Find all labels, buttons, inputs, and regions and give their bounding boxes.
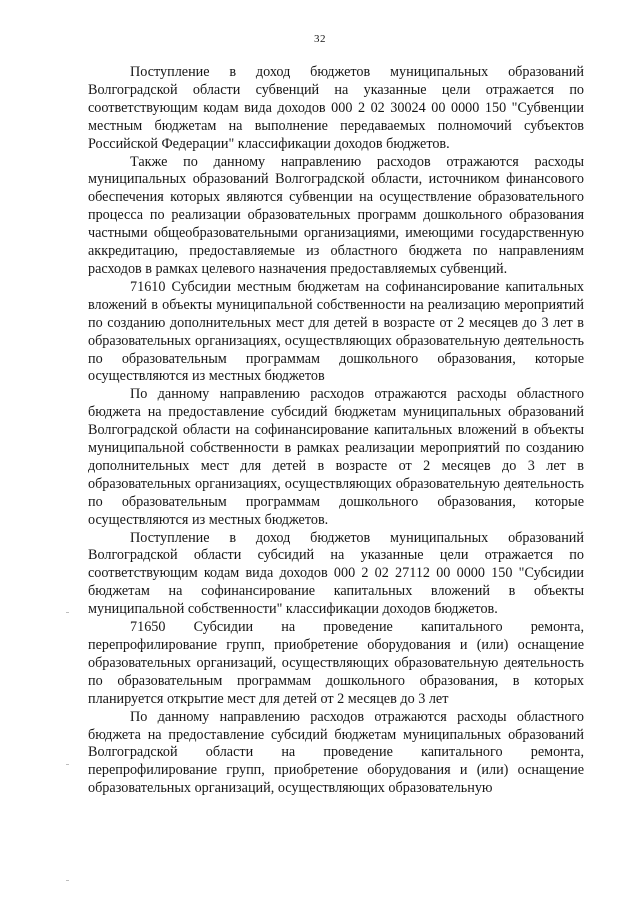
paragraph-subsidy-revenue: Поступление в доход бюджетов муниципальных образований Волгоградской области субсидий на указанные цели отражается по соответствующим кодам вида доходов 000 2 02 27112 00 0000 150 "Субсидии бюджетам на софинансирование капитальных вложений в объекты муниципальной собственности" классификации доходов бюджетов. bbox=[88, 529, 584, 618]
paragraph-71650-heading: 71650 Субсидии на проведение капитального ремонта, перепрофилирование групп, приобретение оборудования и (или) оснащение образовательных организаций, осуществляющих образовательную деятельность по образовательным программам дошкольного образования, в которых планируется открытие мест для детей от 2 месяцев до 3 лет bbox=[88, 619, 584, 707]
paragraph-subvention-revenue: Поступление в доход бюджетов муниципальных образований Волгоградской области субвенций на указанные цели отражается по соответствующим кодам вида доходов 000 2 02 30024 00 0000 150 "Субвенции местным бюджетам на выполнение передаваемых полномочий субъектов Российской Федерации" классификации доходов бюджетов. bbox=[88, 64, 584, 152]
document-body bbox=[88, 64, 584, 798]
scan-margin-mark bbox=[66, 880, 69, 881]
paragraph-private-organizations: Также по данному направлению расходов отражаются расходы муниципальных образований Волгоградской области, источником финансового обеспечения которых являются субвенции на осуществление образовательного процесса по реализации образовательных программ дошкольного образования частными общеобразовательными организациями, имеющими государственную аккредитацию, предоставляемые из областного бюджета по направлениям расходов в рамках целевого назначения предоставляемых субвенций. bbox=[88, 153, 584, 277]
paragraph-71610-heading: 71610 Субсидии местным бюджетам на софинансирование капитальных вложений в объекты муниципальной собственности на реализацию мероприятий по созданию дополнительных мест для детей в возрасте от 2 месяцев до 3 лет в образовательных организациях, осуществляющих образовательную деятельность по образовательным программам дошкольного образования, которые осуществляются из местных бюджетов bbox=[88, 278, 584, 385]
paragraph-71610-description: По данному направлению расходов отражаются расходы областного бюджета на предоставление субсидий бюджетам муниципальных образований Волгоградской области на софинансирование капитальных вложений в объекты муниципальной собственности в рамках реализации мероприятий по созданию дополнительных мест для детей в возрасте от 2 месяцев до 3 лет в образовательных организациях, осуществляющих образовательную деятельность по образовательным программам дошкольного образования, которые осуществляются из местных бюджетов. bbox=[88, 386, 584, 528]
paragraph-71650-description: По данному направлению расходов отражаются расходы областного бюджета на предоставление субсидий бюджетам муниципальных образований Волгоградской области на проведение капитального ремонта, перепрофилирование групп, приобретение оборудования и (или) оснащение образовательных организаций, осуществляющих образовательную bbox=[88, 708, 584, 797]
page-number: 32 bbox=[314, 33, 326, 45]
scan-margin-mark bbox=[66, 612, 69, 613]
scan-margin-mark bbox=[66, 764, 69, 765]
